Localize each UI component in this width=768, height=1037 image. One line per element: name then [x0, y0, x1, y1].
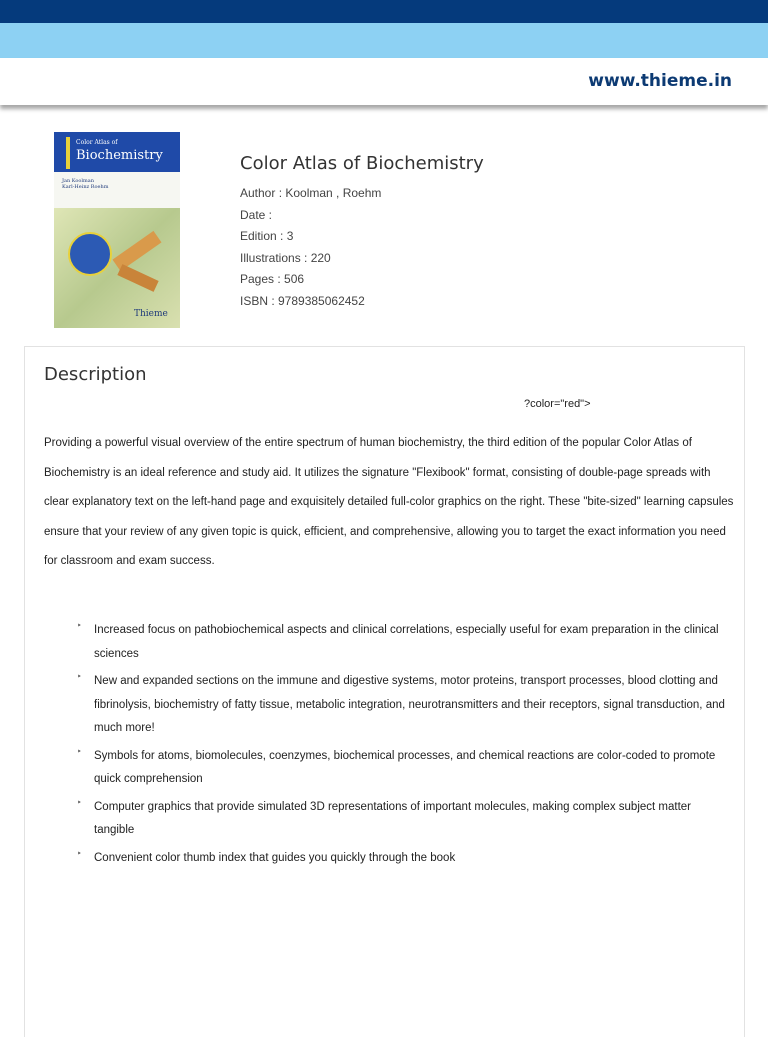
bullet-arrow-icon: ‣ [77, 848, 82, 858]
cover-series: Color Atlas of [76, 139, 118, 146]
cover-author: Jan Koolman [62, 178, 94, 184]
bullet-arrow-icon: ‣ [77, 746, 82, 756]
list-item-text: New and expanded sections on the immune and digestive systems, motor proteins, transport processes, blood clotting and fibrinolysis, biochemistry of fatty tissue, metabolic integration, neurotransmitters and their receptors, signal transduction, and much more! [94, 675, 725, 734]
description-body: Providing a powerful visual overview of the entire spectrum of human biochemistry, the third edition of the popular Color Atlas of Biochemistry is an ideal reference and study aid. It utilizes the signature "Flexibook" format, consisting of double-page spreads with clear explanatory text on the left-hand page and exquisitely detailed full-color graphics on the right. These "bite-sized" learning capsules ensure that your review of any given topic is quick, efficient, and comprehensive, allowing you to target the exact information you need for classroom and exam success. [44, 437, 734, 567]
stray-markup-text: ?color="red"> [524, 398, 591, 410]
description-panel [24, 346, 745, 1037]
list-item [44, 796, 734, 843]
meta-date: Date : [240, 207, 273, 222]
book-meta [240, 183, 381, 312]
list-item [44, 847, 734, 871]
meta-illustrations: Illustrations : 220 [240, 250, 331, 265]
flexibook-badge-icon [68, 232, 112, 276]
meta-isbn: ISBN : 9789385062452 [240, 293, 365, 308]
bullet-arrow-icon: ‣ [77, 797, 82, 807]
cover-title: Biochemistry [76, 148, 163, 163]
cover-accent [66, 137, 70, 169]
description-heading: Description [44, 364, 147, 385]
meta-author: Author : Koolman , Roehm [240, 186, 382, 200]
list-item-text: Convenient color thumb index that guides you quickly through the book [94, 851, 456, 864]
site-url-link[interactable]: www.thieme.in [588, 71, 732, 91]
feature-list [44, 619, 734, 874]
list-item-text: Increased focus on pathobiochemical aspects and clinical correlations, especially useful for exam preparation in the clinical sciences [94, 624, 719, 660]
cover-publisher: Thieme [134, 309, 168, 319]
meta-pages: Pages : 506 [240, 272, 305, 286]
list-item-text: Computer graphics that provide simulated 3D representations of important molecules, making complex subject matter tangible [94, 800, 692, 836]
book-cover-image [54, 132, 180, 328]
list-item [44, 745, 734, 792]
list-item [44, 670, 734, 741]
cover-author: Karl-Heinz Roehm [62, 184, 109, 190]
meta-edition: Edition : 3 [240, 229, 294, 243]
sub-bar [0, 23, 768, 58]
bullet-arrow-icon: ‣ [77, 621, 82, 630]
list-item-text: Symbols for atoms, biomolecules, coenzymes, biochemical processes, and chemical reactions are color-coded to promote quick comprehension [94, 749, 716, 785]
header [0, 58, 768, 105]
top-bar [0, 0, 768, 23]
list-item [44, 619, 734, 666]
bullet-arrow-icon: ‣ [77, 672, 82, 681]
book-title: Color Atlas of Biochemistry [240, 153, 484, 175]
cover-authors [62, 178, 108, 190]
